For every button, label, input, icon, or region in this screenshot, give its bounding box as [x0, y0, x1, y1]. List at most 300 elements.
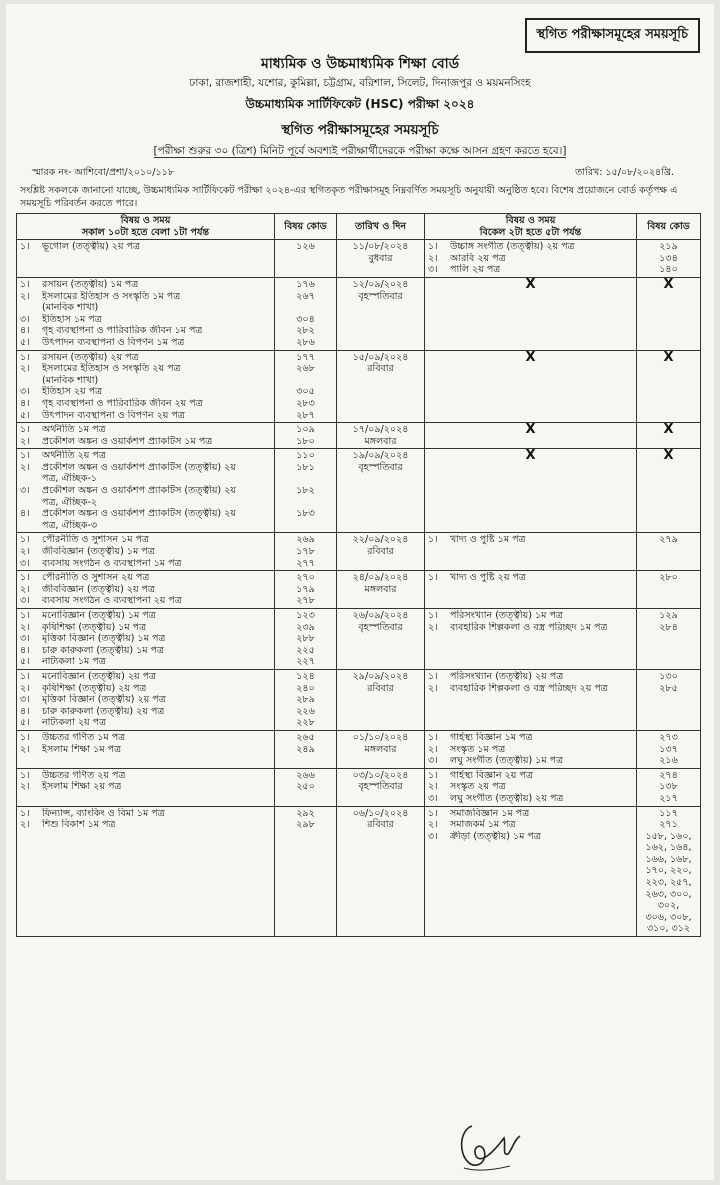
subject-name: গৃহ ব্যবস্থাপনা ও পারিবারিক জীবন ১ম পত্র [42, 325, 203, 337]
header-afternoon: বিষয় ও সময় বিকেল ২টা হতে ৫টা পর্যন্ত [425, 214, 637, 240]
schedule-row [17, 449, 701, 533]
morning-subjects [17, 669, 275, 730]
item-number: ১। [428, 769, 438, 781]
morning-subject-line [20, 558, 271, 570]
subject-code: ২২৩, ২৫৭, [645, 877, 692, 889]
header-code1: বিষয় কোড [275, 214, 337, 240]
afternoon-subjects [425, 571, 637, 609]
subject-code: ১৬৬, ১৬৮, [645, 853, 692, 865]
morning-subjects [17, 533, 275, 571]
item-number: ২। [20, 435, 30, 447]
subject-code: ১৬২, ১৬৪, [645, 842, 692, 854]
item-number: ২। [428, 621, 438, 633]
subject-code: ২১৭ [659, 792, 678, 804]
board-name: মাধ্যমিক ও উচ্চমাধ্যমিক শিক্ষা বোর্ড [260, 56, 460, 72]
morning-subject-line [20, 706, 271, 718]
subject-code: ৩০৫ [296, 386, 315, 398]
item-number: ৪। [20, 397, 30, 409]
morning-subject-line [20, 279, 271, 291]
subject-code: ২১৯ [659, 241, 678, 253]
subject-code: ১৩০ [659, 670, 678, 682]
subject-code: ১৩৪ [659, 252, 678, 264]
item-number: ৩। [428, 264, 438, 276]
schedule-row [17, 669, 701, 730]
subject-code: ২৯৮ [296, 819, 315, 831]
subject-name: পরিসংখ্যান (তত্ত্বীয়) ২য় পত্র [450, 670, 564, 682]
subject-code: ২৬৭ [296, 290, 315, 302]
afternoon-subject-line [428, 534, 633, 546]
afternoon-subject-line [428, 831, 633, 843]
schedule-banner: স্থগিত পরীক্ষাসমূহের সময়সূচি [525, 18, 700, 53]
morning-subjects [17, 350, 275, 423]
subject-code: ১১৭ [659, 807, 678, 819]
subject-code: ২৭৩ [659, 731, 678, 743]
item-number: ৫। [20, 717, 30, 729]
subject-code: ১২৬ [296, 241, 315, 253]
subject-code: ২৭৮ [296, 595, 315, 607]
subject-code: ২৬৬ [296, 769, 315, 781]
subject-name: ক্রীড়া (তত্ত্বীয়) ১ম পত্র [450, 830, 541, 842]
morning-subjects [17, 423, 275, 449]
afternoon-none: X [425, 423, 637, 449]
item-number: ২। [20, 743, 30, 755]
morning-subject-line [20, 363, 271, 375]
morning-subject-line [20, 808, 271, 820]
item-number: ২। [20, 363, 30, 375]
item-number [20, 497, 42, 509]
subject-code: ২২৫ [296, 644, 315, 656]
subject-code: ২৭১ [659, 819, 678, 831]
subject-name: পত্র, ঐচ্ছিক-২ [42, 496, 98, 508]
item-number: ৫। [20, 336, 30, 348]
schedule-subtitle: স্থগিত পরীক্ষাসমূহের সময়সূচি [281, 122, 439, 138]
morning-subject-line [20, 683, 271, 695]
instruction-text: [পরীক্ষা শুরুর ৩০ (ত্রিশ) মিনিট পূর্বে অবশ্যই পরীক্ষার্থীদেরকে পরীক্ষা কক্ষে আসন গ্রহণ করতে হবে।] [153, 145, 567, 157]
morning-codes [275, 768, 337, 806]
subject-name: লঘু সংগীত (তত্ত্বীয়) ১ম পত্র [450, 755, 564, 767]
subject-code: ১৫৮, ১৬০, [645, 830, 692, 842]
subject-name: ইতিহাস ২য় পত্র [42, 386, 103, 398]
morning-codes [275, 350, 337, 423]
exam-date: ২২/০৯/২০২৪ [352, 534, 409, 546]
item-number: ১। [20, 572, 30, 584]
subject-name: উৎপাদন ব্যবস্থাপনা ও বিপণন ১ম পত্র [42, 336, 185, 348]
subject-code: ১২৪ [296, 670, 315, 682]
afternoon-subject-line [428, 819, 633, 831]
afternoon-codes [637, 533, 701, 571]
morning-subject-line [20, 610, 271, 622]
morning-subject-line [20, 386, 271, 398]
item-number: ২। [20, 583, 30, 595]
afternoon-subjects [425, 730, 637, 768]
subject-code: ২৪৯ [296, 743, 315, 755]
item-number: ১। [428, 534, 438, 546]
subject-code: ১৭৭ [296, 351, 315, 363]
exam-date: ১২/০৯/২০২৪ [352, 278, 409, 290]
subject-name: রসায়ন (তত্ত্বীয়) ২য় পত্র [42, 351, 139, 363]
afternoon-code-none: X [637, 277, 701, 350]
morning-subjects [17, 806, 275, 937]
subject-code: ২৬৩, ৩০০, [645, 888, 692, 900]
subject-name: উচ্চাঙ্গ সংগীত (তত্ত্বীয়) ২য় পত্র [450, 241, 575, 253]
morning-subject-line [20, 520, 271, 532]
notice-page [6, 4, 714, 1180]
morning-subject-line [20, 375, 271, 387]
instruction-line [6, 144, 714, 161]
subject-code: ২৮৯ [296, 694, 315, 706]
subject-code: ২২৮ [296, 717, 315, 729]
morning-codes [275, 806, 337, 937]
subject-code: ৩০৬, ৩০৮, [645, 911, 692, 923]
subject-name: জীববিজ্ঞান (তত্ত্বীয়) ২য় পত্র [42, 583, 156, 595]
subject-name: খাদ্য ও পুষ্টি ২য় পত্র [450, 572, 526, 584]
item-number: ১। [428, 807, 438, 819]
afternoon-subject-line [428, 622, 633, 634]
afternoon-subject-line [428, 770, 633, 782]
exam-date: ০৩/১০/২০২৪ [352, 769, 409, 781]
subject-code: ১২৩ [296, 610, 315, 621]
item-number: ২। [20, 461, 30, 473]
morning-subject-line [20, 241, 271, 253]
subject-code: ২৮০ [659, 572, 678, 584]
subject-name: পত্র, ঐচ্ছিক-১ [42, 473, 98, 485]
item-number [20, 375, 42, 387]
morning-subjects [17, 277, 275, 350]
item-number: ১। [20, 807, 30, 819]
header-morning: বিষয় ও সময় সকাল ১০টা হতে বেলা ১টা পর্যন্ত [17, 214, 275, 240]
subject-code: ২৯২ [296, 807, 315, 819]
subject-code: ২৬৫ [296, 731, 315, 743]
subject-name: প্রকৌশল অঙ্কন ও ওয়ার্কশপ প্র্যাকটিস ১ম পত্র [42, 435, 213, 447]
item-number: ৫। [20, 656, 30, 668]
item-number: ১। [20, 534, 30, 546]
subject-code: ১৭৮ [296, 546, 315, 558]
item-number: ৩। [20, 633, 30, 645]
exam-day: রবিবার [367, 819, 394, 831]
exam-day: রবিবার [367, 682, 394, 694]
afternoon-codes [637, 806, 701, 937]
morning-subject-line [20, 717, 271, 729]
exam-day: মঙ্গলবার [364, 435, 397, 447]
subject-code: ২৮৮ [296, 633, 315, 645]
morning-subjects [17, 730, 275, 768]
morning-subject-line [20, 424, 271, 436]
afternoon-none: X [425, 449, 637, 533]
item-number: ১। [428, 572, 438, 584]
morning-subject-line [20, 398, 271, 410]
subject-code: ১২৯ [659, 610, 678, 621]
item-number: ৩। [428, 792, 438, 804]
morning-subject-line [20, 546, 271, 558]
morning-subject-line [20, 291, 271, 303]
morning-subject-line [20, 671, 271, 683]
exam-date: ০৬/১০/২০২৪ [352, 807, 409, 819]
morning-codes [275, 277, 337, 350]
item-number: ৩। [20, 595, 30, 607]
morning-subject-line [20, 572, 271, 584]
subject-name: সমাজবিজ্ঞান ১ম পত্র [450, 807, 530, 819]
exam-date-cell [337, 806, 425, 937]
item-number: ৩। [428, 755, 438, 767]
morning-subject-line [20, 325, 271, 337]
subject-name: পৌরনীতি ও সুশাসন ১ম পত্র [42, 534, 150, 546]
schedule-row [17, 571, 701, 609]
exam-date: ১১/০৮/২০২৪ [352, 241, 409, 253]
schedule-body [17, 240, 701, 937]
morning-codes [275, 533, 337, 571]
afternoon-subject-line [428, 253, 633, 265]
item-number: ১। [20, 278, 30, 290]
item-number: ২। [428, 781, 438, 793]
exam-date-cell [337, 609, 425, 670]
exam-date: ০১/১০/২০২৪ [352, 731, 409, 743]
item-number [20, 520, 42, 532]
morning-codes [275, 609, 337, 670]
subject-code: ১৮১ [296, 461, 315, 473]
afternoon-subject-line [428, 264, 633, 276]
subject-name: পালি ২য় পত্র [450, 264, 501, 276]
exam-date-cell [337, 768, 425, 806]
afternoon-code-none: X [637, 350, 701, 423]
item-number: ১। [428, 241, 438, 253]
subject-code: ২৬৮ [296, 363, 315, 375]
exam-date-cell [337, 449, 425, 533]
subject-name: চারু কারুকলা (তত্ত্বীয়) ১ম পত্র [42, 644, 165, 656]
item-number: ৩। [20, 557, 30, 569]
afternoon-subjects [425, 533, 637, 571]
subject-code: ৩১০, ৩১২ [646, 923, 691, 935]
morning-subjects [17, 240, 275, 278]
item-number: ৩। [20, 386, 30, 398]
afternoon-subject-line [428, 241, 633, 253]
schedule-row [17, 609, 701, 670]
subject-name: ইসলামের ইতিহাস ও সংস্কৃতি ২য় পত্র [42, 363, 181, 375]
afternoon-codes [637, 240, 701, 278]
header-date: তারিখ ও দিন [337, 214, 425, 240]
subject-code: ২৩৯ [296, 621, 315, 633]
morning-subject-line [20, 595, 271, 607]
afternoon-subjects [425, 806, 637, 937]
afternoon-subject-line [428, 732, 633, 744]
subject-code: ২৫০ [296, 781, 315, 793]
subject-code: ২৬৯ [296, 534, 315, 546]
item-number: ৩। [20, 694, 30, 706]
morning-subject-line [20, 352, 271, 364]
afternoon-subject-line [428, 755, 633, 767]
schedule-row [17, 423, 701, 449]
item-number: ২। [428, 819, 438, 831]
morning-subject-line [20, 645, 271, 657]
item-number: ৩। [428, 830, 438, 842]
morning-subject-line [20, 781, 271, 793]
exam-date-cell [337, 240, 425, 278]
exam-day: বৃহস্পতিবার [358, 621, 403, 633]
item-number: ২। [20, 781, 30, 793]
subject-name: পৌরনীতি ও সুশাসন ২য় পত্র [42, 572, 150, 584]
exam-date-cell [337, 730, 425, 768]
schedule-row [17, 768, 701, 806]
subject-name: মনোবিজ্ঞান (তত্ত্বীয়) ২য় পত্র [42, 670, 157, 682]
subject-code [278, 375, 333, 387]
subject-name: ব্যবহারিক শিল্পকলা ও বস্ত্র পরিচ্ছদ ১ম পত্র [450, 621, 608, 633]
schedule-row [17, 730, 701, 768]
subject-name: মনোবিজ্ঞান (তত্ত্বীয়) ১ম পত্র [42, 610, 156, 621]
subject-name: রসায়ন (তত্ত্বীয়) ১ম পত্র [42, 278, 139, 290]
morning-subject-line [20, 732, 271, 744]
subject-name: মৃত্তিকা বিজ্ঞান (তত্ত্বীয়) ১ম পত্র [42, 633, 166, 645]
afternoon-subject-line [428, 781, 633, 793]
subject-name: সমাজকর্ম ১ম পত্র [450, 819, 516, 831]
afternoon-subjects [425, 669, 637, 730]
subject-name: প্রকৌশল অঙ্কন ও ওয়ার্কশপ প্র্যাকটিস (তত্ত্বীয়) ২য় [42, 508, 236, 520]
exam-day: মঙ্গলবার [364, 583, 397, 595]
exam-date-cell [337, 350, 425, 423]
morning-subject-line [20, 744, 271, 756]
item-number: ২। [428, 743, 438, 755]
morning-subject-line [20, 622, 271, 634]
subject-code: ১৮২ [296, 485, 315, 497]
subject-code [278, 497, 333, 509]
afternoon-subject-line [428, 610, 633, 622]
item-number: ২। [20, 819, 30, 831]
item-number: ৩। [20, 485, 30, 497]
afternoon-subject-line [428, 572, 633, 584]
morning-subject-line [20, 508, 271, 520]
subject-name: ইতিহাস ১ম পত্র [42, 313, 102, 325]
subject-code [278, 520, 333, 532]
item-number: ১। [20, 610, 30, 621]
exam-day: মঙ্গলবার [364, 743, 397, 755]
afternoon-codes [637, 768, 701, 806]
exam-date-cell [337, 277, 425, 350]
schedule-row [17, 533, 701, 571]
item-number: ১। [20, 351, 30, 363]
subject-name: মৃত্তিকা বিজ্ঞান (তত্ত্বীয়) ২য় পত্র [42, 694, 166, 706]
subject-name: জীববিজ্ঞান (তত্ত্বীয়) ১ম পত্র [42, 546, 155, 558]
subject-name: গার্হস্থ্য বিজ্ঞান ২য় পত্র [450, 769, 533, 781]
subject-name: (মানবিক শাখা) [42, 302, 99, 314]
schedule-table [16, 213, 701, 937]
subject-code: ২৮৩ [296, 397, 315, 409]
subject-name: অর্থনীতি ১ম পত্র [42, 424, 106, 436]
afternoon-code-none: X [637, 423, 701, 449]
subject-code: ২২৬ [296, 705, 315, 717]
exam-date: ১৫/০৯/২০২৪ [352, 351, 409, 363]
subject-name: নাট্যকলা ২য় পত্র [42, 717, 107, 729]
schedule-row [17, 240, 701, 278]
exam-date: ১৯/০৯/২০২৪ [352, 450, 409, 462]
exam-day: বৃহস্পতিবার [358, 290, 403, 302]
item-number: ১। [20, 769, 30, 781]
subject-name: ব্যবসায় সংগঠন ও ব্যবস্থাপনা ২য় পত্র [42, 595, 182, 607]
afternoon-subjects [425, 609, 637, 670]
item-number: ১। [20, 241, 30, 253]
item-number: ৪। [20, 705, 30, 717]
subject-name: সংস্কৃত ২য় পত্র [450, 781, 506, 793]
morning-subjects [17, 571, 275, 609]
subject-code: ১০৯ [296, 424, 315, 436]
exam-date: ২৬/০৯/২০২৪ [352, 610, 409, 621]
item-number: ২। [20, 682, 30, 694]
subject-code [278, 302, 333, 314]
afternoon-subject-line [428, 744, 633, 756]
subject-name: গার্হস্থ্য বিজ্ঞান ১ম পত্র [450, 731, 533, 743]
subject-code: ১৭৬ [296, 278, 315, 290]
exam-day: বুধবার [368, 252, 393, 264]
subject-code: ১৪০ [659, 264, 678, 276]
subject-code: ২৮২ [296, 325, 315, 337]
exam-date-cell [337, 669, 425, 730]
subject-name: কৃষিশিক্ষা (তত্ত্বীয়) ২য় পত্র [42, 682, 147, 694]
item-number: ২। [428, 252, 438, 264]
morning-codes [275, 423, 337, 449]
subject-code: ১৩৮ [659, 781, 678, 793]
subject-name: লঘু সংগীত (তত্ত্বীয়) ২য় পত্র [450, 792, 564, 804]
subject-code: ১৭০, ২২০, [645, 865, 692, 877]
morning-codes [275, 240, 337, 278]
morning-subject-line [20, 656, 271, 668]
subject-name: ইসলামের ইতিহাস ও সংস্কৃতি ১ম পত্র [42, 290, 181, 302]
afternoon-subject-line [428, 683, 633, 695]
subject-name: উৎপাদন ব্যবস্থাপনা ও বিপণন ২য় পত্র [42, 409, 185, 421]
item-number: ২। [20, 290, 30, 302]
subject-name: ব্যবসায় সংগঠন ও ব্যবস্থাপনা ১ম পত্র [42, 557, 182, 569]
item-number: ২। [20, 546, 30, 558]
subject-code: ১১০ [296, 450, 315, 462]
exam-date-cell [337, 423, 425, 449]
morning-subject-line [20, 819, 271, 831]
item-number: ২। [20, 621, 30, 633]
subject-name: ইসলাম শিক্ষা ২য় পত্র [42, 781, 122, 793]
item-number [20, 302, 42, 314]
morning-subject-line [20, 485, 271, 497]
subject-name: উচ্চতর গণিত ২য় পত্র [42, 769, 126, 781]
subject-name: গৃহ ব্যবস্থাপনা ও পারিবারিক জীবন ২য় পত্র [42, 397, 203, 409]
afternoon-none: X [425, 350, 637, 423]
exam-date-cell [337, 533, 425, 571]
item-number: ৩। [20, 313, 30, 325]
subject-code: ১৩৭ [659, 743, 678, 755]
subject-name: (মানবিক শাখা) [42, 374, 99, 386]
subject-name: প্রকৌশল অঙ্কন ও ওয়ার্কশপ প্র্যাকটিস (তত্ত্বীয়) ২য় [42, 485, 236, 497]
item-number: ১। [20, 450, 30, 462]
subject-code: ৩০২, [657, 900, 680, 912]
subject-code: ২১৬ [659, 755, 678, 767]
morning-subject-line [20, 302, 271, 314]
morning-subject-line [20, 450, 271, 462]
schedule-row [17, 277, 701, 350]
subject-code [278, 473, 333, 485]
afternoon-subject-line [428, 671, 633, 683]
exam-title: উচ্চমাধ্যমিক সার্টিফিকেট (HSC) পরীক্ষা ২০২৪ [245, 97, 475, 111]
subject-name: শিশু বিকাশ ১ম পত্র [42, 819, 116, 831]
morning-codes [275, 449, 337, 533]
afternoon-subject-line [428, 808, 633, 820]
subject-name: প্রকৌশল অঙ্কন ও ওয়ার্কশপ প্র্যাকটিস (তত্ত্বীয়) ২য় [42, 461, 236, 473]
subject-name: ইসলাম শিক্ষা ১ম পত্র [42, 743, 122, 755]
morning-subjects [17, 768, 275, 806]
subject-code: ১৭৯ [296, 583, 315, 595]
subject-name: সংস্কৃত ১ম পত্র [450, 743, 506, 755]
morning-subject-line [20, 314, 271, 326]
afternoon-subjects [425, 768, 637, 806]
afternoon-codes [637, 669, 701, 730]
subject-name: ভূগোল (তত্ত্বীয়) ২য় পত্র [42, 241, 140, 253]
afternoon-code-none: X [637, 449, 701, 533]
afternoon-codes [637, 730, 701, 768]
morning-subject-line [20, 462, 271, 474]
memo-number: স্মারক নং- আশিবো/প্রশা/২০১০/১১৮ [32, 167, 175, 178]
